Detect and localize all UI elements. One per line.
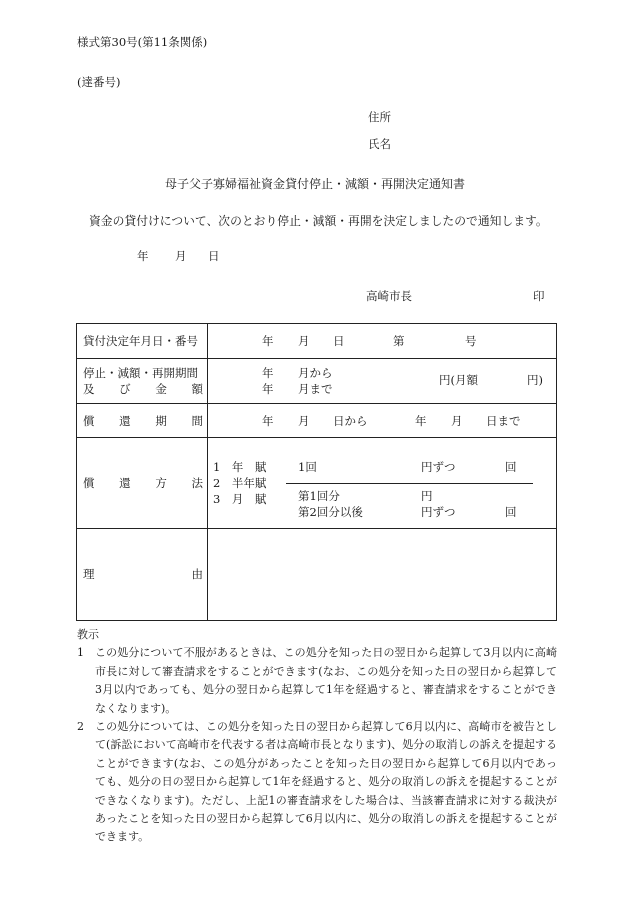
instructions-header: 教示 [77,628,99,641]
row3-month-to: 月 [451,414,463,428]
first-payment-label: 第1回分 [298,489,340,503]
document-title: 母子父子寡婦福祉資金貸付停止・減額・再開決定通知書 [164,177,465,191]
reference-number: (達番号) [77,75,121,89]
row3-year-from: 年 [262,414,274,428]
period-amount-label-1: 停止・減額・再開期間 [83,366,198,380]
row3-month-from: 月 [298,414,310,428]
row1-day: 日 [333,334,345,348]
option-monthly: 3 月 賦 [213,492,267,506]
instruction-number: 1 [77,646,84,660]
instruction-text: この処分について不服があるときは、この処分を知った日の翌日から起算して3月以内に高崎市長に対して審査請求をすることができます(なお、この処分を知った日の翌日から起算して3月以内であっても、処分の翌日から起算して1年を経過すると、審査請求をすることができなくなります)。 [95,646,557,715]
address-label: 住所 [368,110,391,124]
row1-dai: 第 [393,334,405,348]
instruction-item [77,644,557,718]
row2-month-to: 月まで [298,382,333,396]
row1-month: 月 [298,334,310,348]
once-count: 回 [505,460,517,474]
date-year: 年 [137,249,149,263]
repayment-period-label: 償還期間 [83,414,203,428]
row3-year-to: 年 [415,414,427,428]
row2-year-from: 年 [262,366,274,380]
once-amount: 円ずつ [421,460,456,474]
row3-day-from: 日から [333,414,368,428]
instruction-text: この処分については、この処分を知った日の翌日から起算して6月以内に、高崎市を被告として(訴訟において高崎市を代表する者は高崎市長となります)、処分の取消しの訴えを提起することができます(なお、この処分があったことを知った日の翌日から起算して6月以内であっても、処分の日の翌日から起算して1年を経過すると、処分の取消しの訴えを提起することができなくなります)。ただし、上記1の審査請求をした場合は、当該審査請求に対する裁決があったことを知った日の翌日から起算して6月以内に、処分の取消しの訴えを提起することができます。 [95,720,557,844]
option-annual: 1 年 賦 [213,460,267,474]
first-payment-amount: 円 [421,489,433,503]
later-payment-count: 回 [505,505,517,519]
option-semiannual: 2 半年賦 [213,476,267,490]
repayment-method-label: 償還方法 [83,476,203,490]
row2-month-from: 月から [298,366,333,380]
form-number: 様式第30号(第11条関係) [77,35,208,49]
later-payment-label: 第2回分以後 [298,505,363,519]
row2-year-to: 年 [262,382,274,396]
name-label: 氏名 [368,137,391,151]
row1-year: 年 [262,334,274,348]
row3-day-to: 日まで [486,414,521,428]
row1-go: 号 [465,334,477,348]
reason-label: 理由 [83,567,203,581]
issuer-name: 高崎市長 [366,289,412,303]
date-day: 日 [208,249,220,263]
instructions-section [77,626,557,847]
later-payment-amount: 円ずつ [421,505,456,519]
intro-text: 資金の貸付けについて、次のとおり停止・減額・再開を決定しましたので通知します。 [89,214,548,228]
date-month: 月 [175,249,187,263]
instruction-number: 2 [77,720,84,734]
once-label: 1回 [298,460,317,474]
period-amount-label-2: 及び金額 [83,382,203,396]
instruction-item [77,718,557,847]
seal-mark: 印 [533,289,545,303]
row2-amount-end: 円) [527,373,543,387]
loan-decision-label: 貸付決定年月日・番号 [83,334,198,348]
row2-monthly-amount: 円(月額 [439,373,478,387]
